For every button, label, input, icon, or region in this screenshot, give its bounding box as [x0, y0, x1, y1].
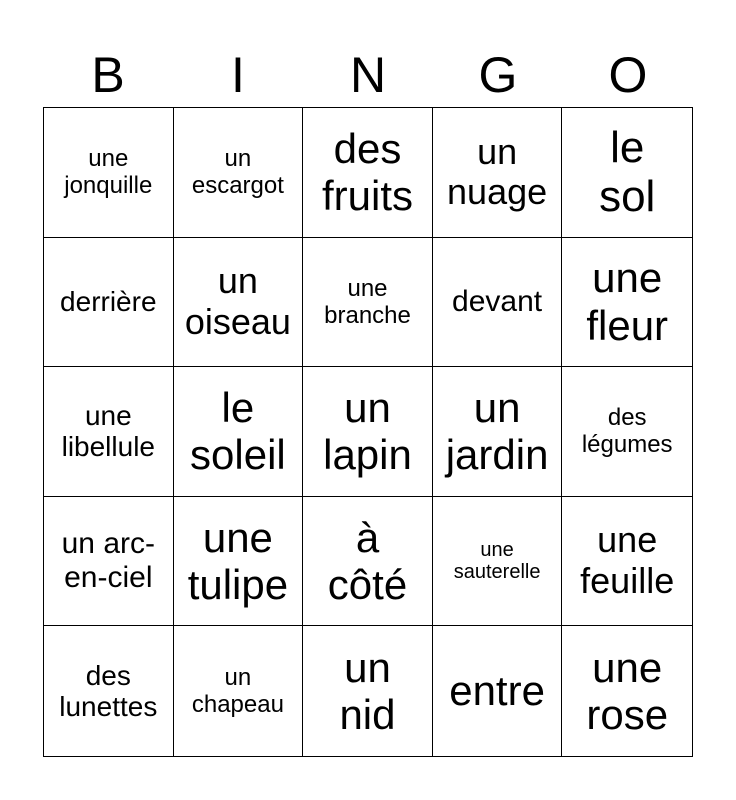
bingo-cell[interactable]: à côté [303, 497, 433, 627]
bingo-cell[interactable]: derrière [44, 238, 174, 368]
bingo-cell[interactable]: un chapeau [174, 626, 304, 756]
bingo-cell[interactable]: un jardin [433, 367, 563, 497]
bingo-cell[interactable]: entre [433, 626, 563, 756]
bingo-cell[interactable]: un oiseau [174, 238, 304, 368]
header-letter-g: G [478, 47, 518, 103]
bingo-cell[interactable]: une fleur [562, 238, 692, 368]
header-letter-n: N [349, 47, 387, 103]
header-letter-b: B [91, 47, 125, 103]
bingo-cell[interactable]: le sol [562, 108, 692, 238]
bingo-cell[interactable]: une branche [303, 238, 433, 368]
bingo-cell[interactable]: des lunettes [44, 626, 174, 756]
bingo-cell[interactable]: une libellule [44, 367, 174, 497]
bingo-cell[interactable]: des fruits [303, 108, 433, 238]
bingo-cell[interactable]: un nid [303, 626, 433, 756]
bingo-cell[interactable]: un lapin [303, 367, 433, 497]
bingo-grid [43, 107, 693, 757]
bingo-cell[interactable]: une feuille [562, 497, 692, 627]
header-letter-o: O [608, 47, 648, 103]
bingo-cell[interactable]: un arc-en-ciel [44, 497, 174, 627]
header-letter-i: I [231, 47, 245, 103]
bingo-cell[interactable]: une sauterelle [433, 497, 563, 627]
bingo-cell[interactable]: une jonquille [44, 108, 174, 238]
bingo-cell[interactable]: des légumes [562, 367, 692, 497]
bingo-cell[interactable]: un escargot [174, 108, 304, 238]
bingo-cell[interactable]: une tulipe [174, 497, 304, 627]
bingo-cell[interactable]: le soleil [174, 367, 304, 497]
bingo-cell[interactable]: devant [433, 238, 563, 368]
bingo-header [43, 46, 693, 104]
bingo-cell[interactable]: une rose [586, 643, 669, 739]
bingo-cell[interactable]: un nuage [433, 108, 563, 238]
